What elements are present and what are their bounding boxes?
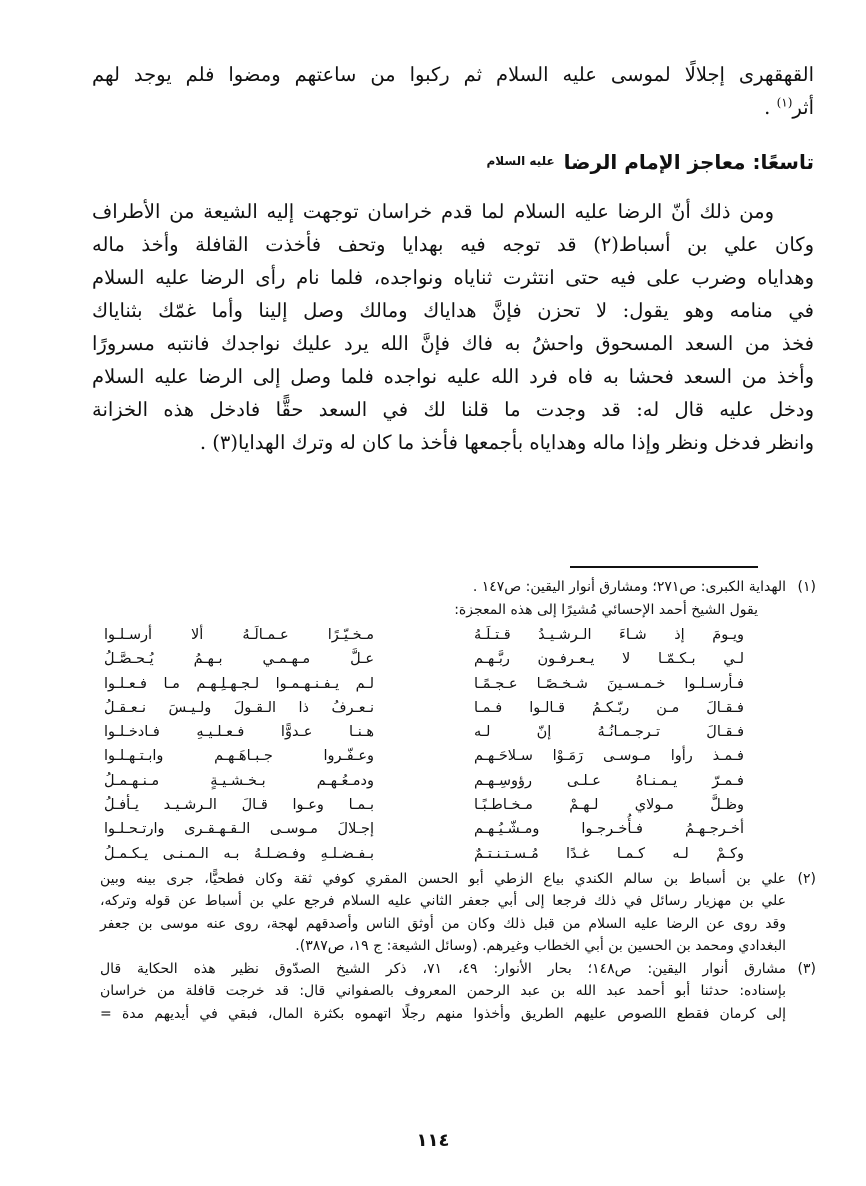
hemistich-right: فـقـالَ تـرجـمـانُـهُ إنّ لـه [474, 724, 744, 741]
poem-verse [104, 793, 744, 817]
hemistich-right: فـأرسـلـوا خـمـسـينَ شـخـصًـا عـجـمًـا [474, 675, 744, 692]
footnote-ref-1[interactable]: (١) [776, 95, 793, 110]
footnote-1-intro: يقول الشيخ أحمد الإحسائي مُشيرًا إلى هذه المعجزة: [454, 601, 758, 618]
poem-verse [104, 672, 744, 696]
hemistich-right: وكـمْ لـه كـمـا غـدًا مُـسـتـنـتـمٌ [474, 845, 744, 862]
hemistich-right: لـي بـكـمّـا لا يـعـرفـون ربَّـهـم [474, 651, 744, 668]
hemistich-left: بـفـضـلـهِ وفـضـلـهُ بـه الـمـنـى يـكـمـلُ [104, 845, 374, 862]
hemistich-left: نـعـرفُ ذا الـقـولَ ولـيـسَ نـعـقـلُ [104, 699, 374, 716]
poem-verse [104, 647, 744, 671]
poem-verse [104, 744, 744, 768]
body-line: فخذ من السعد المسحوق واحشُ به فاك فإنَّ الله يرد عليك نواجدك فانتبه مسرورًا [92, 332, 814, 355]
body-line: ودخل عليه قال له: قد وجدت ما قلنا لك في السعد حقًّا فادخل هذه الخزانة [92, 398, 814, 421]
hemistich-left: مـخـيّـرًا عـمـالَـهُ ألا أرسـلـوا [104, 627, 374, 643]
footnote-number: (٢) [797, 870, 816, 887]
footnote-3-line: إلى كرمان فقطع اللصوص عليهم الطريق وأخذوا منهم رجلًا اتهموه بكثرة المال، فبقي في أيديهم مدة = [100, 1005, 786, 1022]
footnote-2-line: وقد روى عن الرضا عليه السلام من قبل ذلك وكان من أوثق الناس وأصدقهم لهجة، روى عنه موسى بن جعفر [100, 915, 786, 932]
footnote-number: (٣) [797, 960, 816, 977]
hemistich-right: فـقـالَ مـن ربّـكـمُ قـالـوا فـمـا [474, 699, 744, 716]
footnote-number: (١) [797, 579, 816, 595]
poem-verse [104, 720, 744, 744]
section-heading [92, 146, 814, 177]
poem-verse [104, 817, 744, 841]
hemistich-right: أخـرجـهـمُ فـأُخـرجـوا ومـشّـيُـهـم [474, 821, 744, 838]
poem-verse [104, 842, 744, 866]
footnotes [100, 576, 816, 1025]
hemistich-right: وظـلَّ مـولاي لـهـمْ مـخـاطـبًـا [474, 797, 744, 814]
paragraph [92, 195, 814, 459]
body-line [92, 91, 814, 124]
footnote-text: مشارق أنوار اليقين: ص١٤٨؛ بحار الأنوار: ٤٩، ٧١، ذكر الشيخ الصدّوق نظير هذه الحكاية قال [100, 960, 786, 977]
footnote-3-line: بإسناده: حدثنا أبو أحمد عبد الله بن عبد الرحمن المعروف بالصفواني قال: قد خرجت قافلة من خراسان [100, 983, 786, 1000]
hemistich-left: إجـلالَ مـوسـى الـقـهـقـرى وارتـحـلـوا [104, 821, 374, 838]
body-line: وأخذ من السعد فحشا به فاه فرد الله عليه نواجده فلما وصل إلى الرضا عليه السلام [92, 365, 814, 388]
poem-verse [104, 623, 744, 647]
footnote-text: علي بن أسباط بن سالم الكندي بياع الزطي أبو الحسن المقري كوفي ثقة وكان فطحيًّا، جرى بينه وبين [100, 870, 786, 887]
poem [104, 623, 744, 866]
footnote-2-line: علي بن مهزيار رسائل في ذلك فرجعا إلى أبي جعفر الثاني عليه السلام فرجع علي بن أسباط عن قوله وتركه، [100, 893, 786, 910]
body-line: في منامه وهو يقول: لا تحزن فإنَّ هداياك ومالك وصل إلينا وأما غمّك بثناياك [92, 299, 814, 322]
body-line: وانظر فدخل ونظر وإذا ماله وهداياه بأجمعها فأخذ ما كان له وترك الهدايا(٣) . [199, 431, 814, 454]
body-line: ومن ذلك أنّ الرضا عليه السلام لما قدم خراسان توجهت إليه الشيعة من الأطراف [92, 200, 774, 223]
footnote-3 [100, 958, 816, 981]
hemistich-left: وعـفّـروا جـبـاهَـهـم وابـتـهـلـوا [104, 748, 374, 765]
hemistich-right: فـمـذ رأوا مـوسـى رَمَـوْا سـلاحَـهـم [474, 748, 744, 765]
footnote-1 [100, 576, 816, 599]
hemistich-left: هـنـا عـدوًّا فـعـلـيـهِ فـادخـلـوا [104, 724, 374, 741]
period: . [764, 96, 771, 119]
body-line: وهداياه وضرب على فيه حتى انتثرت ثناياه ونواجده، فلما نام رأى الرضا عليه السلام [92, 266, 814, 289]
body-line: وكان علي بن أسباط(٢) قد توجه فيه بهدايا وتحف فأخذت القافلة وأخذ ماله [92, 233, 814, 256]
poem-verse [104, 696, 744, 720]
heading-text: تاسعًا: معاجز الإمام الرضا [563, 150, 814, 174]
page-number: ١١٤ [416, 1130, 450, 1151]
main-text [92, 58, 814, 459]
body-text: أثر [792, 96, 814, 119]
hemistich-right: ويـومَ إذ شـاءَ الـرشـيـدُ قـتـلَـهُ [474, 627, 744, 643]
footnote-2-line: البغدادي ومحمد بن الحسين بن أبي الخطاب وغيرهم. (وسائل الشيعة: ج ١٩، ص٣٨٧). [295, 938, 786, 955]
body-line: القهقهرى إجلالًا لموسى عليه السلام ثم ركبوا من ساعتهم ومضوا فلم يوجد لهم [92, 63, 814, 86]
footnote-separator [570, 566, 758, 568]
hemistich-left: لـم يـفـنـهـمـوا لـجـهـلِـهـم مـا فـعـلـوا [104, 675, 374, 692]
hemistich-left: بـمـا وعـوا قـالَ الـرشـيـد يـأفـلُ [104, 797, 374, 814]
footnote-text: الهداية الكبرى: ص٢٧١؛ ومشارق أنوار اليقين: ص١٤٧ . [472, 579, 786, 595]
footnote-2 [100, 868, 816, 891]
hemistich-left: ودمـعُـهـم بـخـشـيـةٍ مـنـهـمـلُ [104, 772, 374, 789]
hemistich-right: فـمـرّ يـمـنـاهُ عـلـى رؤوسِـهـم [474, 772, 744, 789]
honorific-glyph-icon: عليه السلام [486, 154, 555, 168]
poem-verse [104, 769, 744, 793]
hemistich-left: عـلَّ مـهـمـي بـهـمُ يُـحـصَّـلُ [104, 651, 374, 668]
